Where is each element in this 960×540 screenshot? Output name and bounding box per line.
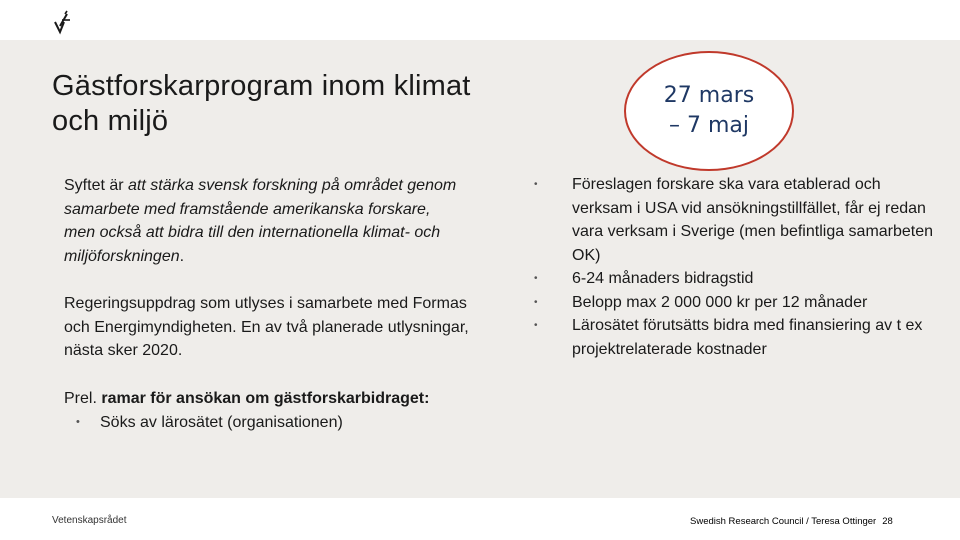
intro-block [64, 174, 464, 268]
footer-org-logo: Vetenskapsrådet [52, 515, 127, 526]
list-item [534, 267, 944, 291]
government-assignment-paragraph: Regeringsuppdrag som utlyses i samarbete med Formas och Energimyndigheten. En av två planerade utlysningar, nästa sker 2020. [64, 295, 469, 359]
vetenskapsradet-logo-icon [50, 10, 74, 36]
intro-suffix: . [179, 247, 185, 265]
date-badge [624, 51, 794, 171]
list-item [76, 411, 464, 435]
slide-title [52, 69, 632, 139]
criteria-list [534, 173, 944, 361]
prel-frame-block [64, 387, 464, 434]
intro-paragraph [64, 174, 464, 268]
page-number: 28 [882, 516, 893, 527]
date-end: – 7 maj [668, 113, 749, 138]
footer-credit [690, 516, 893, 527]
list-item [534, 173, 944, 267]
footer-credit-text: Swedish Research Council / Teresa Ottinger [690, 516, 877, 527]
bullet-icon: • [534, 320, 538, 331]
bullet-icon: • [534, 179, 538, 190]
intro-italic: att stärka svensk forskning på området genom samarbete med framstående amerikanska forskare, men också att bidra till den internationella klimat- och miljöforskningen [64, 177, 457, 265]
prel-heading [64, 387, 464, 411]
bullet-icon: • [534, 273, 538, 284]
list-item-text: Belopp max 2 000 000 kr per 12 månader [572, 293, 868, 311]
list-item [534, 291, 944, 315]
prel-list [64, 411, 464, 435]
list-item [534, 314, 944, 361]
title-line-1: Gästforskarprogram inom klimat [52, 70, 471, 102]
list-item-text: 6-24 månaders bidragstid [572, 270, 754, 287]
list-item-text: Söks av lärosätet (organisationen) [100, 413, 343, 431]
list-item-text: Föreslagen forskare ska vara etablerad och verksam i USA vid ansökningstillfället, får ej redan vara verksam i Sverige (men befintliga samarbeten OK) [572, 176, 934, 264]
date-start: 27 mars [663, 83, 755, 108]
bullet-icon: • [76, 415, 80, 428]
list-item-text: Lärosätet förutsätts bidra med finansiering av t ex projektrelaterade kostnader [572, 317, 923, 358]
intro-prefix: Syftet är [64, 177, 129, 194]
prel-prefix: Prel. [64, 390, 102, 407]
prel-bold: ramar för ansökan om gästforskarbidraget: [101, 390, 430, 407]
bullet-icon: • [534, 296, 538, 308]
title-line-2: och miljö [52, 105, 169, 137]
